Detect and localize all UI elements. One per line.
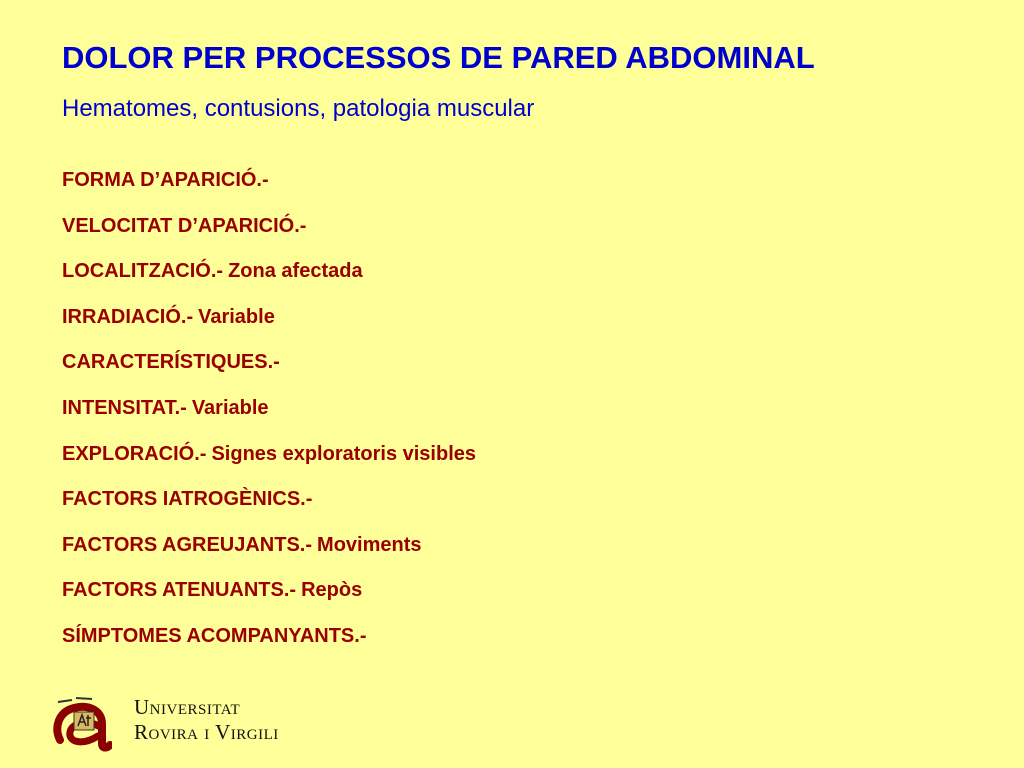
slide-subtitle: Hematomes, contusions, patologia muscular [62,95,535,122]
item-label: FACTORS ATENUANTS.- [62,579,297,602]
item-label: CARACTERÍSTIQUES.- [62,351,280,374]
university-logo [52,690,322,752]
list-item-factors-iatrogenics [62,487,476,533]
item-label: FORMA D’APARICIÓ.- [62,169,269,191]
item-label: SÍMPTOMES ACOMPANYANTS.- [62,624,367,647]
list-item-localitzacio [62,259,476,305]
item-label: IRRADIACIÓ.- [62,305,194,328]
list-item-simptomes [62,624,476,670]
list-item-irradiacio [62,305,476,351]
list-item-factors-agreujants [62,533,476,579]
list-item-caracteristiques [62,350,476,396]
list-item-intensitat [62,396,476,442]
item-label: FACTORS IATROGÈNICS.- [62,488,313,511]
item-label: VELOCITAT D’APARICIÓ.- [62,214,307,237]
list-item-forma [62,168,476,214]
item-value: Moviments [317,533,422,556]
item-value: Variable [198,305,275,328]
logo-wordmark [134,695,279,745]
list-item-velocitat [62,214,476,260]
urv-emblem-icon [52,690,112,752]
logo-line-1: Universitat [134,695,241,719]
item-value: Repòs [301,579,363,602]
symptom-list [62,168,476,670]
logo-line-2: Rovira i Virgili [134,720,279,744]
list-item-factors-atenuants [62,578,476,624]
list-item-exploracio [62,442,476,488]
item-label: INTENSITAT.- [62,396,187,419]
item-label: EXPLORACIÓ.- [62,442,207,465]
item-value: Zona afectada [228,260,363,283]
slide-title: DOLOR PER PROCESSOS DE PARED ABDOMINAL [62,40,815,75]
item-value: Variable [191,396,269,419]
item-label: FACTORS AGREUJANTS.- [62,533,313,556]
item-value: Signes exploratoris visibles [211,442,477,465]
item-label: LOCALITZACIÓ.- [62,260,224,283]
